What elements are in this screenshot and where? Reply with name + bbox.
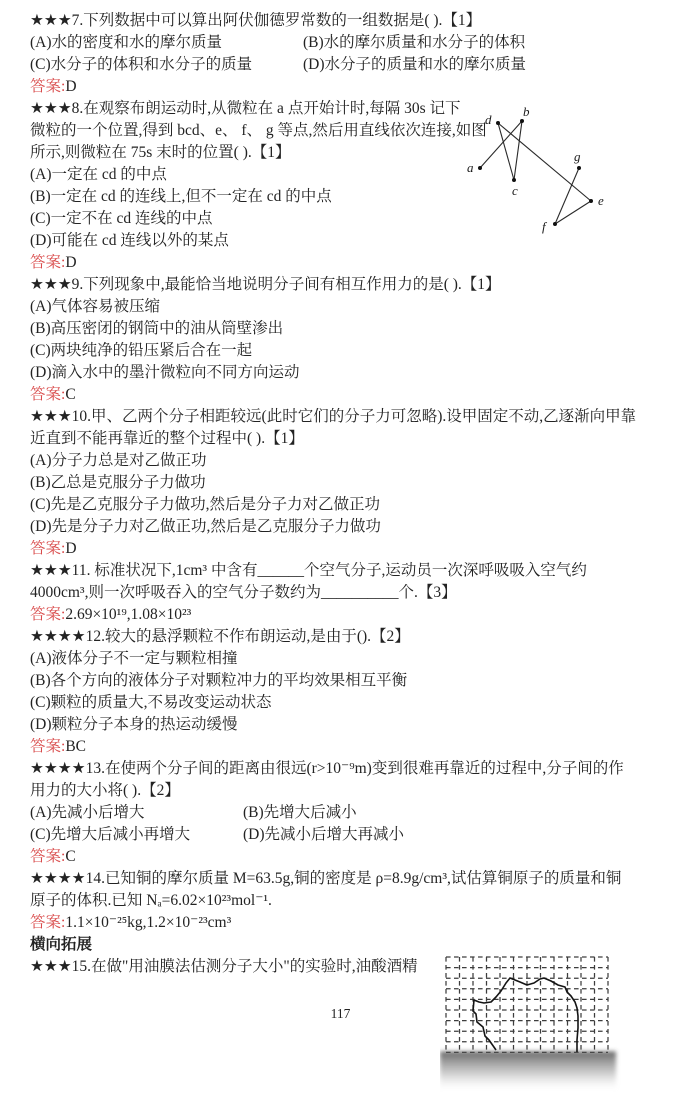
svg-text:a: a (467, 160, 474, 175)
answer-label: 答案: (30, 738, 66, 755)
q10-option-c: (C)先是乙克服分子力做功,然后是分子力对乙做正功 (30, 496, 381, 513)
svg-text:d: d (485, 112, 492, 127)
q8-option-c: (C)一定不在 cd 连线的中点 (30, 210, 213, 227)
q12-option-b: (B)各个方向的液体分子对颗粒冲力的平均效果相互平衡 (30, 672, 408, 689)
q15-stem-line1: ★★★15.在做"用油膜法估测分子大小"的实验时,油酸酒精 (30, 958, 418, 975)
q8-answer (30, 252, 645, 274)
q10-stem-line1: ★★★10.甲、乙两个分子相距较远(此时它们的分子力可忽略).设甲固定不动,乙逐渐向甲靠 (30, 408, 637, 425)
oil-film-grid-figure (440, 952, 640, 1096)
answer-label: 答案: (30, 78, 66, 95)
answer-value: D (65, 78, 77, 95)
q13-stem-line1: ★★★★13.在使两个分子间的距离由很远(r>10⁻⁹m)变到很难再靠近的过程中,分子间的作 (30, 760, 624, 777)
q8-stem-line1: ★★★8.在观察布朗运动时,从微粒在 a 点开始计时,每隔 30s 记下 (30, 100, 461, 117)
q8-stem-line2: 微粒的一个位置,得到 bcd、e、 f、 g 等点,然后用直线依次连接,如图 (30, 122, 487, 139)
q10-option-b: (B)乙总是克服分子力做功 (30, 474, 206, 491)
q7-option-a: (A)水的密度和水的摩尔质量 (30, 34, 223, 51)
q10-option-d: (D)先是分子力对乙做正功,然后是乙克服分子力做功 (30, 518, 381, 535)
q8-option-a: (A)一定在 cd 的中点 (30, 166, 167, 183)
q11-stem-line1: ★★★11. 标准状况下,1cm³ 中含有______个空气分子,运动员一次深呼吸吸入空气约 (30, 562, 587, 579)
section-heading: 横向拓展 (30, 936, 93, 953)
q9-stem: ★★★9.下列现象中,最能恰当地说明分子间有相互作用力的是( ).【1】 (30, 276, 501, 293)
q10-option-a: (A)分子力总是对乙做正功 (30, 452, 207, 469)
answer-value: D (65, 254, 77, 271)
q14-answer (30, 912, 645, 934)
brownian-motion-figure (456, 95, 611, 240)
q7-options-ab (30, 32, 645, 54)
q10-answer (30, 538, 645, 560)
q7-option-c: (C)水分子的体积和水分子的质量 (30, 56, 253, 73)
q9-option-a: (A)气体容易被压缩 (30, 298, 161, 315)
answer-value: C (65, 386, 76, 403)
q10-stem-line2: 近直到不能再靠近的整个过程中( ).【1】 (30, 430, 304, 447)
q9-option-c: (C)两块纯净的铅压紧后合在一起 (30, 342, 253, 359)
q7-option-d: (D)水分子的质量和水的摩尔质量 (303, 56, 527, 73)
page-number: 117 (330, 1006, 351, 1021)
svg-text:f: f (542, 219, 546, 234)
svg-text:b: b (523, 104, 530, 119)
q7-options-cd (30, 54, 645, 76)
q11-stem-line2: 4000cm³,则一次呼吸吞入的空气分子数约为__________个.【3】 (30, 584, 457, 601)
q13-options-cd (30, 824, 645, 846)
answer-label: 答案: (30, 848, 66, 865)
answer-value: BC (65, 738, 86, 755)
q13-option-b: (B)先增大后减小 (243, 804, 357, 821)
answer-value: 1.1×10⁻²⁵kg,1.2×10⁻²³cm³ (65, 914, 232, 931)
answer-value: C (65, 848, 76, 865)
q11-answer (30, 604, 645, 626)
q12-option-a: (A)液体分子不一定与颗粒相撞 (30, 650, 238, 667)
q7-stem: ★★★7.下列数据中可以算出阿伏伽德罗常数的一组数据是( ).【1】 (30, 12, 482, 29)
q13-stem-line2: 用力的大小将( ).【2】 (30, 782, 180, 799)
q14-stem-line1: ★★★★14.已知铜的摩尔质量 M=63.5g,铜的密度是 ρ=8.9g/cm³,试估算铜原子的质量和铜 (30, 870, 622, 887)
q9-answer (30, 384, 645, 406)
svg-text:e: e (598, 193, 604, 208)
q13-option-a: (A)先减小后增大 (30, 804, 145, 821)
q7-option-b: (B)水的摩尔质量和水分子的体积 (303, 34, 526, 51)
q14-stem-line2: 原子的体积.已知 Nₐ=6.02×10²³mol⁻¹. (30, 892, 272, 909)
q13-options-ab (30, 802, 645, 824)
answer-label: 答案: (30, 386, 66, 403)
svg-text:c: c (512, 183, 518, 198)
answer-value: 2.69×10¹⁹,1.08×10²³ (65, 606, 192, 623)
q12-option-c: (C)颗粒的质量大,不易改变运动状态 (30, 694, 272, 711)
q13-option-c: (C)先增大后减小再增大 (30, 826, 191, 843)
q12-answer (30, 736, 645, 758)
answer-label: 答案: (30, 606, 66, 623)
answer-label: 答案: (30, 914, 66, 931)
q8-option-b: (B)一定在 cd 的连线上,但不一定在 cd 的中点 (30, 188, 332, 205)
q13-answer (30, 846, 645, 868)
svg-text:g: g (574, 149, 581, 164)
q8-option-d: (D)可能在 cd 连线以外的某点 (30, 232, 229, 249)
q9-option-b: (B)高压密闭的钢筒中的油从筒壁渗出 (30, 320, 284, 337)
q9-option-d: (D)滴入水中的墨汁微粒向不同方向运动 (30, 364, 300, 381)
scan-shadow (440, 1051, 616, 1089)
q12-stem: ★★★★12.较大的悬浮颗粒不作布朗运动,是由于().【2】 (30, 628, 410, 645)
answer-label: 答案: (30, 540, 66, 557)
q13-option-d: (D)先减小后增大再减小 (243, 826, 405, 843)
q12-option-d: (D)颗粒分子本身的热运动缓慢 (30, 716, 238, 733)
answer-label: 答案: (30, 254, 66, 271)
q8-stem-line3: 所示,则微粒在 75s 末时的位置( ).【1】 (30, 144, 291, 161)
dashed-grid (446, 957, 608, 1052)
answer-value: D (65, 540, 77, 557)
